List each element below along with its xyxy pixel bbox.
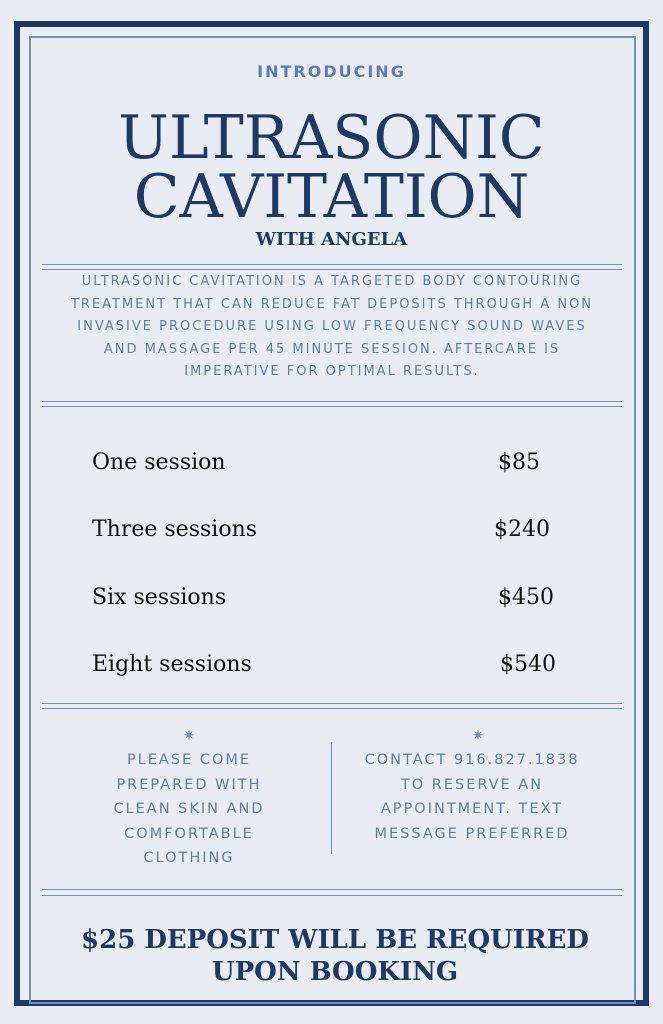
price-row xyxy=(92,450,572,484)
price-row xyxy=(92,585,572,619)
preparation-note: PLEASE COME PREPARED WITH CLEAN SKIN AND COMFORTABLE CLOTHING xyxy=(113,752,265,866)
divider-rule xyxy=(42,401,622,402)
price-label: One session xyxy=(92,450,226,475)
divider-rule xyxy=(42,703,622,704)
kicker-text: INTRODUCING xyxy=(257,62,406,81)
divider-rule xyxy=(42,895,622,896)
price-label: Eight sessions xyxy=(92,652,252,677)
divider-rule xyxy=(42,269,622,270)
vertical-divider xyxy=(331,742,332,854)
description-text: ULTRASONIC CAVITATION IS A TARGETED BODY CONTOURING TREATMENT THAT CAN REDUCE FAT DEPOSITS THROUGH A NON INVASIVE PROCEDURE USING LOW FREQUENCY SOUND WAVES AND MASSAGE PER 45 MINUTE SESSION. AFTERCARE IS IMPERATIVE FOR OPTIMAL RESULTS. xyxy=(70,274,594,379)
price-amount: $85 xyxy=(498,450,540,475)
price-row xyxy=(92,517,572,551)
divider-rule xyxy=(42,708,622,709)
star-icon: ✷ xyxy=(183,728,195,744)
star-icon: ✷ xyxy=(472,728,484,744)
price-amount: $240 xyxy=(494,517,550,542)
divider-rule xyxy=(42,264,622,265)
title-line-2: CAVITATION xyxy=(133,162,530,232)
divider-rule xyxy=(42,406,622,407)
deposit-notice: $25 DEPOSIT WILL BE REQUIRED UPON BOOKING xyxy=(81,925,589,987)
price-amount: $450 xyxy=(498,585,554,610)
price-label: Three sessions xyxy=(92,517,258,542)
divider-rule xyxy=(42,889,622,890)
subtitle: WITH ANGELA xyxy=(255,229,408,250)
title-line-1: ULTRASONIC xyxy=(118,103,545,173)
price-row xyxy=(92,652,572,686)
contact-note: CONTACT 916.827.1838 TO RESERVE AN APPOINTMENT. TEXT MESSAGE PREFERRED xyxy=(364,752,580,842)
price-amount: $540 xyxy=(500,652,556,677)
price-label: Six sessions xyxy=(92,585,227,610)
